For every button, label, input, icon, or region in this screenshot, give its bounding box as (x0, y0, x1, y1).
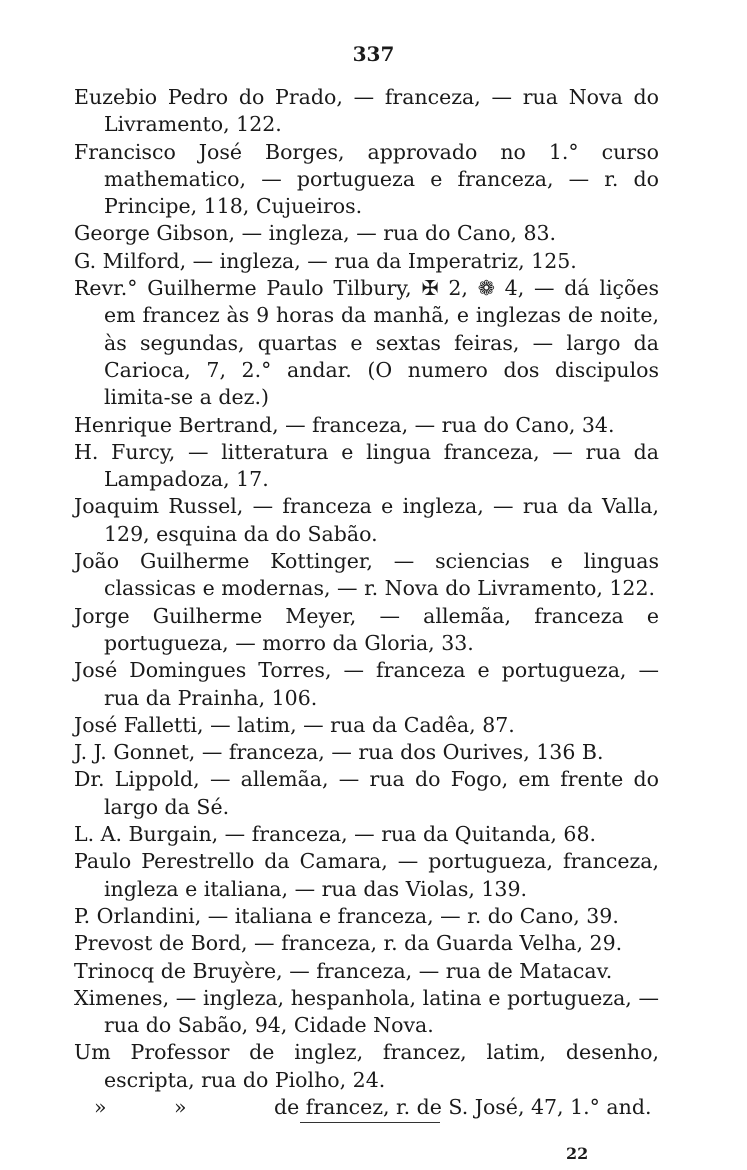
entry: George Gibson, — ingleza, — rua do Cano, 83. (74, 221, 557, 246)
entry: Dr. Lippold, — allemãa, — rua do Fogo, em frente do largo da Sé. (74, 767, 659, 819)
ditto-entry (74, 1094, 659, 1121)
ditto-mark: » (94, 1094, 107, 1119)
footer-rule (300, 1122, 440, 1123)
entry: Henrique Bertrand, — franceza, — rua do Cano, 34. (74, 412, 615, 437)
entry: Euzebio Pedro do Prado, — franceza, — rua Nova do Livramento, 122. (74, 85, 659, 137)
entry: Trinocq de Bruyère, — franceza, — rua de Matacav. (74, 958, 613, 983)
signature-mark: 22 (566, 1144, 589, 1163)
entry: José Falletti, — latim, — rua da Cadêa, 87. (74, 712, 515, 737)
page-number: 337 (352, 42, 395, 66)
entry: Joaquim Russel, — franceza e ingleza, — rua da Valla, 129, esquina da do Sabão. (74, 494, 659, 546)
entry: José Domingues Torres, — franceza e portugueza, — rua da Prainha, 106. (74, 658, 659, 710)
entry: Revr.° Guilherme Paulo Tilbury, ✠ 2, ❁ 4, — dá lições em francez às 9 horas da manhã, e inglezas de noite, às segundas, quartas e sextas feiras, — largo da Carioca, 7, 2.° andar. (O numero dos discipulos limita-se a dez.) (74, 276, 659, 410)
entry: J. J. Gonnet, — franceza, — rua dos Ourives, 136 B. (74, 740, 604, 765)
entry: Prevost de Bord, — franceza, r. da Guarda Velha, 29. (74, 931, 623, 956)
entry: Jorge Guilherme Meyer, — allemãa, franceza e portugueza, — morro da Gloria, 33. (74, 603, 659, 655)
entry: P. Orlandini, — italiana e franceza, — r. do Cano, 39. (74, 903, 619, 928)
entry: Ximenes, — ingleza, hespanhola, latina e portugueza, — rua do Sabão, 94, Cidade Nova. (74, 985, 659, 1038)
entry: Paulo Perestrello da Camara, — portugueza, franceza, ingleza e italiana, — rua das Violas, 139. (74, 849, 659, 901)
entry: Francisco José Borges, approvado no 1.° curso mathematico, — portugueza e franceza, — r. do Principe, 118, Cujueiros. (74, 139, 659, 219)
entry: H. Furcy, — litteratura e lingua franceza, — rua da Lampadoza, 17. (74, 439, 659, 492)
entry: G. Milford, — ingleza, — rua da Imperatriz, 125. (74, 248, 577, 273)
ditto-entry-text: de francez, r. de S. José, 47, 1.° and. (274, 1094, 652, 1119)
directory-entries (74, 84, 659, 1121)
ditto-mark: » (174, 1094, 187, 1119)
entry: João Guilherme Kottinger, — sciencias e linguas classicas e modernas, — r. Nova do Livramento, 122. (74, 549, 659, 601)
entry: Um Professor de inglez, francez, latim, desenho, escripta, rua do Piolho, 24. (74, 1040, 659, 1092)
entry: L. A. Burgain, — franceza, — rua da Quitanda, 68. (74, 822, 597, 847)
